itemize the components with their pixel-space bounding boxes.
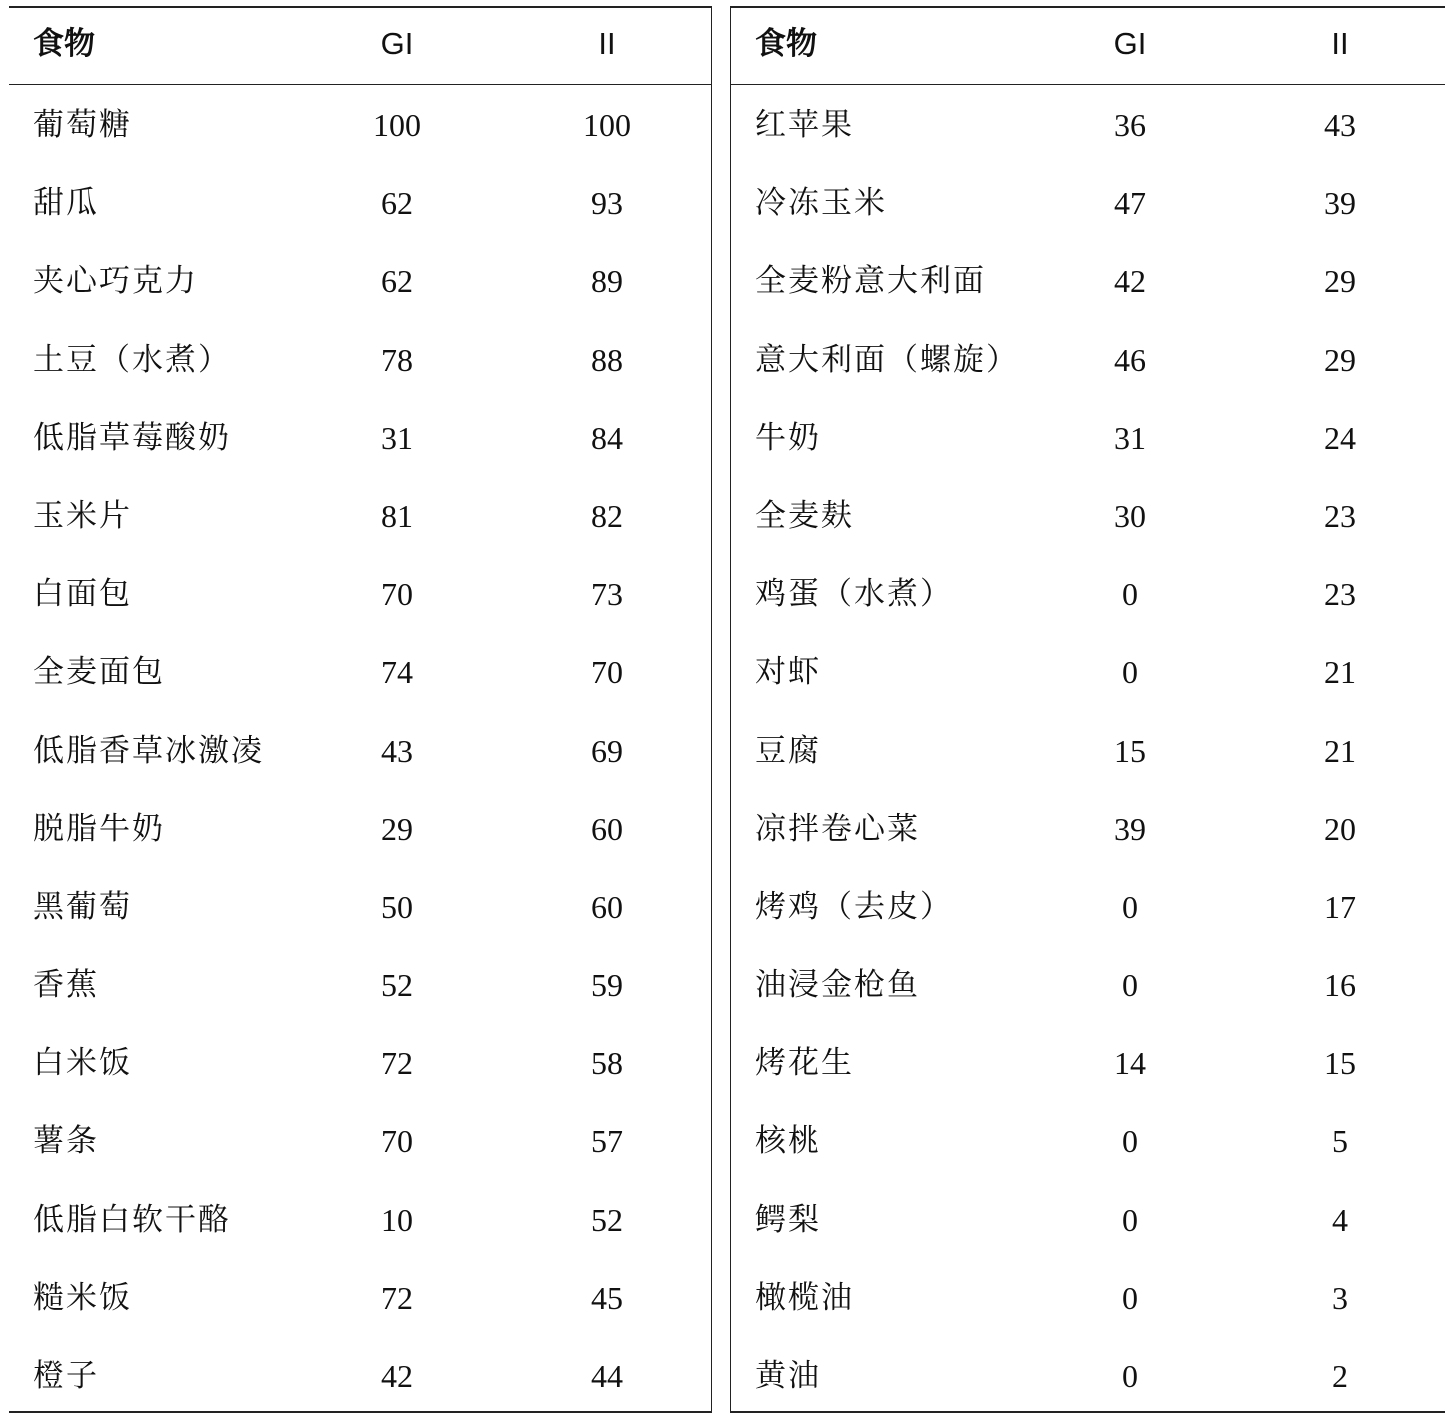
table-row	[731, 712, 1445, 790]
gi-value-cell: 78	[381, 341, 413, 378]
table-row	[9, 1181, 711, 1259]
ii-value-cell: 21	[1324, 732, 1356, 769]
gi-value-cell: 42	[381, 1358, 413, 1394]
food-name-cell: 全麦粉意大利面	[755, 263, 986, 300]
gi-value-cell: 31	[381, 419, 413, 456]
table-row	[731, 633, 1445, 711]
table-row	[731, 321, 1445, 399]
gi-value-cell: 30	[1114, 497, 1146, 534]
table-row	[731, 477, 1445, 555]
food-name-cell: 油浸金枪鱼	[755, 967, 920, 1004]
table-row	[9, 868, 711, 946]
food-name-cell: 糙米饭	[33, 1279, 132, 1316]
ii-value-cell: 93	[591, 185, 623, 222]
ii-value-cell: 52	[591, 1201, 623, 1238]
food-name-cell: 低脂草莓酸奶	[33, 419, 231, 456]
ii-value-cell: 16	[1324, 967, 1356, 1004]
food-name-cell: 白米饭	[33, 1045, 132, 1082]
food-name-cell: 橙子	[33, 1358, 99, 1394]
ii-value-cell: 20	[1324, 810, 1356, 847]
gi-value-cell: 62	[381, 263, 413, 300]
header-ii: II	[1331, 26, 1349, 61]
table-row	[731, 790, 1445, 868]
food-name-cell: 全麦面包	[33, 654, 165, 691]
header-food: 食物	[33, 26, 95, 61]
food-name-cell: 低脂白软干酪	[33, 1201, 231, 1238]
gi-value-cell: 72	[381, 1279, 413, 1316]
header-gi: GI	[1113, 26, 1147, 61]
food-name-cell: 红苹果	[755, 107, 854, 143]
table-row	[9, 242, 711, 320]
gi-value-cell: 52	[381, 967, 413, 1004]
food-name-cell: 全麦麸	[755, 497, 854, 534]
table-row	[9, 633, 711, 711]
table-row	[9, 555, 711, 633]
table-row	[9, 1024, 711, 1102]
ii-value-cell: 60	[591, 810, 623, 847]
ii-value-cell: 23	[1324, 497, 1356, 534]
table-row	[731, 399, 1445, 477]
table-row	[9, 321, 711, 399]
gi-value-cell: 81	[381, 497, 413, 534]
header-ii: II	[598, 26, 616, 61]
table-row	[731, 164, 1445, 242]
table-row	[9, 164, 711, 242]
gi-value-cell: 0	[1122, 576, 1138, 613]
left-table-body	[9, 86, 711, 1415]
ii-value-cell: 17	[1324, 888, 1356, 925]
ii-value-cell: 84	[591, 419, 623, 456]
food-name-cell: 夹心巧克力	[33, 263, 198, 300]
gi-value-cell: 36	[1114, 107, 1146, 143]
gi-value-cell: 14	[1114, 1045, 1146, 1082]
ii-value-cell: 15	[1324, 1045, 1356, 1082]
gi-value-cell: 70	[381, 1123, 413, 1160]
gi-value-cell: 0	[1122, 888, 1138, 925]
gi-value-cell: 29	[381, 810, 413, 847]
food-name-cell: 葡萄糖	[33, 107, 132, 143]
food-name-cell: 甜瓜	[33, 185, 99, 222]
ii-value-cell: 70	[591, 654, 623, 691]
ii-value-cell: 23	[1324, 576, 1356, 613]
food-name-cell: 冷冻玉米	[755, 185, 887, 222]
ii-value-cell: 2	[1332, 1358, 1348, 1394]
table-row	[9, 790, 711, 868]
table-row	[9, 399, 711, 477]
ii-value-cell: 59	[591, 967, 623, 1004]
food-name-cell: 黄油	[755, 1358, 821, 1394]
food-name-cell: 意大利面（螺旋）	[755, 341, 1019, 378]
gi-value-cell: 0	[1122, 1201, 1138, 1238]
gi-value-cell: 0	[1122, 654, 1138, 691]
left-table-header	[9, 8, 711, 85]
table-row	[9, 86, 711, 164]
ii-value-cell: 82	[591, 497, 623, 534]
gi-value-cell: 62	[381, 185, 413, 222]
table-row	[731, 86, 1445, 164]
gi-value-cell: 39	[1114, 810, 1146, 847]
ii-value-cell: 3	[1332, 1279, 1348, 1316]
food-name-cell: 豆腐	[755, 732, 821, 769]
ii-value-cell: 57	[591, 1123, 623, 1160]
food-name-cell: 烤鸡（去皮）	[755, 888, 953, 925]
table-row	[731, 946, 1445, 1024]
ii-value-cell: 88	[591, 341, 623, 378]
table-row	[731, 1181, 1445, 1259]
table-row	[9, 712, 711, 790]
gi-value-cell: 100	[373, 107, 421, 143]
header-gi: GI	[380, 26, 414, 61]
ii-value-cell: 5	[1332, 1123, 1348, 1160]
gi-value-cell: 72	[381, 1045, 413, 1082]
table-row	[9, 946, 711, 1024]
food-name-cell: 低脂香草冰激凌	[33, 732, 264, 769]
gi-value-cell: 0	[1122, 1279, 1138, 1316]
header-food: 食物	[755, 26, 817, 61]
right-table-header	[731, 8, 1445, 85]
table-row	[731, 242, 1445, 320]
food-name-cell: 核桃	[755, 1123, 821, 1160]
ii-value-cell: 29	[1324, 263, 1356, 300]
gi-value-cell: 46	[1114, 341, 1146, 378]
table-row	[9, 1102, 711, 1180]
food-name-cell: 牛奶	[755, 419, 821, 456]
left-table	[9, 6, 711, 1413]
gi-value-cell: 31	[1114, 419, 1146, 456]
ii-value-cell: 43	[1324, 107, 1356, 143]
food-name-cell: 对虾	[755, 654, 821, 691]
food-name-cell: 鳄梨	[755, 1201, 821, 1238]
gi-value-cell: 15	[1114, 732, 1146, 769]
food-name-cell: 凉拌卷心菜	[755, 810, 920, 847]
ii-value-cell: 73	[591, 576, 623, 613]
gi-value-cell: 0	[1122, 1123, 1138, 1160]
food-name-cell: 脱脂牛奶	[33, 810, 165, 847]
table-row	[731, 1102, 1445, 1180]
ii-value-cell: 44	[591, 1358, 623, 1394]
gi-value-cell: 10	[381, 1201, 413, 1238]
food-name-cell: 香蕉	[33, 967, 99, 1004]
food-name-cell: 橄榄油	[755, 1279, 854, 1316]
ii-value-cell: 39	[1324, 185, 1356, 222]
gi-value-cell: 47	[1114, 185, 1146, 222]
food-name-cell: 玉米片	[33, 497, 132, 534]
column-divider-left	[711, 6, 712, 1413]
ii-value-cell: 89	[591, 263, 623, 300]
gi-value-cell: 42	[1114, 263, 1146, 300]
food-name-cell: 薯条	[33, 1123, 99, 1160]
table-row	[731, 555, 1445, 633]
ii-value-cell: 24	[1324, 419, 1356, 456]
table-row	[731, 868, 1445, 946]
food-name-cell: 黑葡萄	[33, 888, 132, 925]
food-name-cell: 鸡蛋（水煮）	[755, 576, 953, 613]
table-row	[731, 1259, 1445, 1337]
gi-value-cell: 43	[381, 732, 413, 769]
food-name-cell: 白面包	[33, 576, 132, 613]
right-table-body	[731, 86, 1445, 1415]
table-row	[9, 477, 711, 555]
gi-value-cell: 0	[1122, 967, 1138, 1004]
food-name-cell: 土豆（水煮）	[33, 341, 231, 378]
ii-value-cell: 4	[1332, 1201, 1348, 1238]
ii-value-cell: 69	[591, 732, 623, 769]
ii-value-cell: 100	[583, 107, 631, 143]
table-row	[731, 1024, 1445, 1102]
gi-value-cell: 50	[381, 888, 413, 925]
ii-value-cell: 29	[1324, 341, 1356, 378]
ii-value-cell: 60	[591, 888, 623, 925]
gi-value-cell: 0	[1122, 1358, 1138, 1394]
gi-value-cell: 70	[381, 576, 413, 613]
table-row	[9, 1337, 711, 1415]
ii-value-cell: 21	[1324, 654, 1356, 691]
table-row	[9, 1259, 711, 1337]
right-table	[731, 6, 1445, 1413]
ii-value-cell: 58	[591, 1045, 623, 1082]
table-row	[731, 1337, 1445, 1415]
food-name-cell: 烤花生	[755, 1045, 854, 1082]
gi-value-cell: 74	[381, 654, 413, 691]
ii-value-cell: 45	[591, 1279, 623, 1316]
